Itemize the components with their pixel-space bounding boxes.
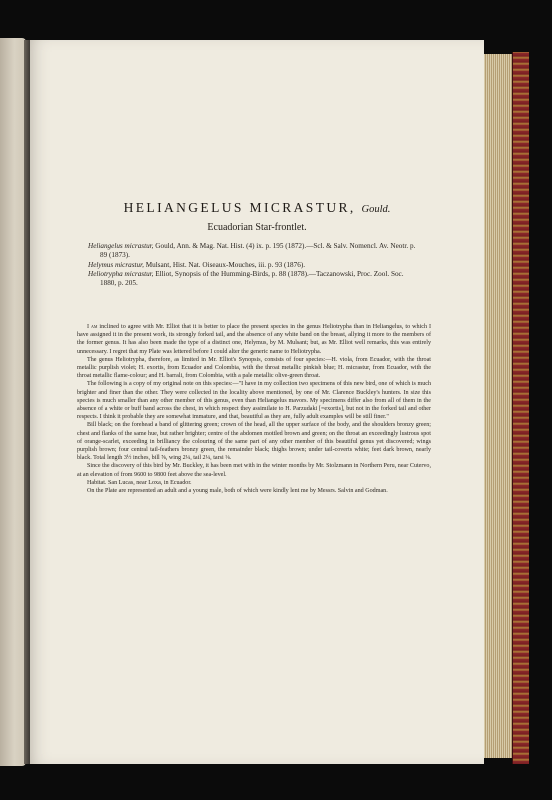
paragraph-plumage: Bill black; on the forehead a band of glittering green; crown of the head, all the upper surface of the body, and the shoulders bronzy green; chest and flanks of the same hue, but rather brighter; centre of the abdomen mottled brown and green; on the throat an exceedingly lustrous spot of orange-scarlet, exceeding in brilliancy the colouring of the same part of any other member of this beautiful genus yet discovered; wings purplish brown; four central tail-feathers bronzy green, the remainder black; thighs brown; under tail-coverts white; feet dark brown, nearly black. Total length 3½ inches, bill ⅝, wing 2¼, tail 2¼, tarsi ⅛. — [77, 422, 431, 462]
species-author: Gould. — [361, 204, 391, 215]
paragraph-discovery: Since the discovery of this bird by Mr. Buckley, it has been met with in the winter months by Mr. Stolzmann in Northern Peru, near Cutervo, at an elevation of from 9600 to 9800 feet above the sea-level. — [77, 463, 431, 478]
paragraph-genus: The genus Heliotrypha, therefore, as limited in Mr. Elliot's Synopsis, consists of four species:—H. viola, from Ecuador, with the throat metallic purplish violet; H. exortis, from Ecuador and Colombia, with the throat metallic pinkish blue; H. micrastur, from Ecuador, with the throat metallic flame-colour; and H. barrali, from Colombia, with a pale metallic olive-green throat. — [77, 356, 431, 380]
book-cover-edge — [512, 52, 529, 764]
synonymy-entry: Heliotrypha micrastur, Elliot, Synopsis of the Humming-Birds, p. 88 (1878).—Taczanowski, Proc. Zool. Soc. 1880, p. 205. — [88, 269, 404, 288]
synonymy-entry: Heliangelus micrastur, Gould, Ann. & Mag. Nat. Hist. (4) ix. p. 195 (1872).—Scl. & Salv. Nomencl. Av. Neotr. p. 89 (1873). — [88, 242, 416, 260]
common-name: Ecuadorian Star-frontlet. — [207, 222, 307, 233]
paragraph-plate: On the Plate are represented an adult and a young male, both of which were kindly lent me by Messrs. Salvin and Godman. — [87, 488, 388, 495]
left-page-edge — [0, 38, 26, 766]
synonymy-entry: Helymus micrastur, Mulsant, Hist. Nat. Oiseaux-Mouches, iii. p. 93 (1876). — [88, 260, 306, 269]
paragraph-intro: I am inclined to agree with Mr. Elliot that it is better to place the present species in the genus Heliotrypha than in Heliangelus, to which I have assigned it in the present work, its strongly forked tail, and the absence of any white band on the breast, allying it more to the members of the former genus. It has also been made the type of a distinct one, Helymus, by M. Mulsant; but, as Mr. Elliot well remarks, this was entirely unnecessary. I regret that my Plate was lettered before I could alter the generic name to Heliotrypha. — [77, 324, 431, 355]
page-edges — [484, 54, 514, 758]
species-description — [77, 323, 431, 495]
species-title — [30, 200, 484, 216]
paragraph-original-note: The following is a copy of my original note on this species:—"I have in my collection two specimens of this new bird, one of which is much brighter and finer than the other. They were collected in the locality above mentioned, by one of Mr. Clarence Buckley's hunters. In size this species is much smaller than any other member of this genus, even than Heliangelus mavors. My specimens differ also from all of them in the absence of a white or buff band across the chest, in which respect they assimilate to H. Parzudaki [=exortis], but not in the forked tail and other respects. I think it probable they are somewhat immature, and that, beautiful as they are, fully adult examples will be still finer." — [77, 381, 431, 421]
synonymy-list — [88, 242, 418, 288]
species-name: HELIANGELUS MICRASTUR, — [123, 200, 356, 215]
paragraph-habitat: Habitat. San Lucas, near Loxa, in Ecuador. — [87, 479, 192, 486]
